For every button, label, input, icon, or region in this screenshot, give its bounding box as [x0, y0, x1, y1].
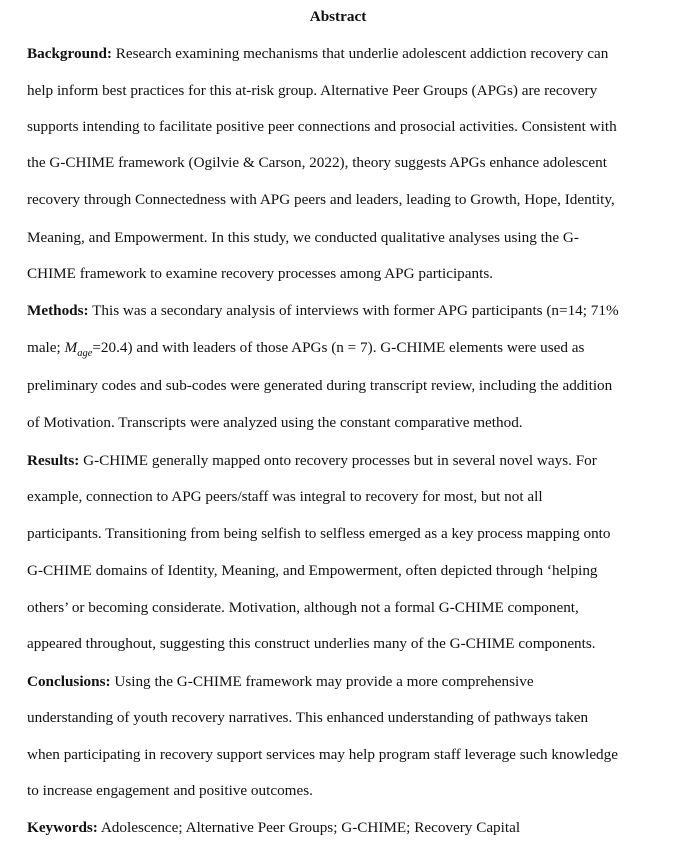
methods-line-4: of Motivation. Transcripts were analyzed using the constant comparative method. [27, 414, 523, 431]
results-line-3: participants. Transitioning from being selfish to selfless emerged as a key process mapping onto [27, 525, 611, 542]
conclusions-line-1 [27, 672, 534, 692]
background-line-3: supports intending to facilitate positive peer connections and prosocial activities. Consistent with [27, 118, 617, 135]
conclusions-label: Conclusions: [27, 673, 111, 690]
results-line-6: appeared throughout, suggesting this construct underlies many of the G-CHIME components. [27, 635, 596, 652]
background-line-4: the G-CHIME framework (Ogilvie & Carson, 2022), theory suggests APGs enhance adolescent [27, 154, 607, 171]
background-line-7: CHIME framework to examine recovery processes among APG participants. [27, 265, 494, 282]
conclusions-text-1: Using the G-CHIME framework may provide a more comprehensive [110, 673, 534, 690]
background-line-6: Meaning, and Empowerment. In this study, we conducted qualitative analyses using the G- [27, 229, 579, 246]
background-line-1 [27, 44, 608, 64]
methods-line-2 [27, 338, 584, 360]
methods-line2-suffix: =20.4) and with leaders of those APGs (n = 7). G-CHIME elements were used as [92, 339, 585, 356]
methods-line2-prefix: male; [27, 339, 65, 356]
results-text-1: G-CHIME generally mapped onto recovery processes but in several novel ways. For [79, 452, 597, 469]
abstract-title: Abstract [309, 8, 367, 25]
mean-age-subscript: age [77, 348, 93, 359]
mean-age-symbol: M [64, 339, 78, 356]
background-label: Background: [27, 45, 112, 62]
results-label: Results: [27, 452, 80, 469]
conclusions-line-3: when participating in recovery support services may help program staff leverage such knowledge [27, 746, 618, 763]
results-line-5: others’ or becoming considerate. Motivation, although not a formal G-CHIME component, [27, 599, 579, 616]
methods-text-1: This was a secondary analysis of interviews with former APG participants (n=14; 71% [88, 302, 619, 319]
background-line-2: help inform best practices for this at-risk group. Alternative Peer Groups (APGs) are recovery [27, 82, 598, 99]
results-line-4: G-CHIME domains of Identity, Meaning, and Empowerment, often depicted through ‘helping [27, 562, 598, 579]
background-line-5: recovery through Connectedness with APG peers and leaders, leading to Growth, Hope, Identity, [27, 191, 615, 208]
results-line-2: example, connection to APG peers/staff was integral to recovery for most, but not all [27, 488, 543, 505]
conclusions-line-2: understanding of youth recovery narratives. This enhanced understanding of pathways taken [27, 709, 589, 726]
keywords-text: Adolescence; Alternative Peer Groups; G-CHIME; Recovery Capital [97, 819, 521, 836]
background-text-1: Research examining mechanisms that underlie adolescent addiction recovery can [111, 45, 609, 62]
methods-line-3: preliminary codes and sub-codes were generated during transcript review, including the addition [27, 377, 613, 394]
results-line-1 [27, 451, 597, 471]
keywords-label: Keywords: [27, 819, 98, 836]
methods-line-1 [27, 301, 619, 321]
keywords-line [27, 818, 520, 838]
conclusions-line-4: to increase engagement and positive outcomes. [27, 782, 313, 799]
methods-label: Methods: [27, 302, 89, 319]
